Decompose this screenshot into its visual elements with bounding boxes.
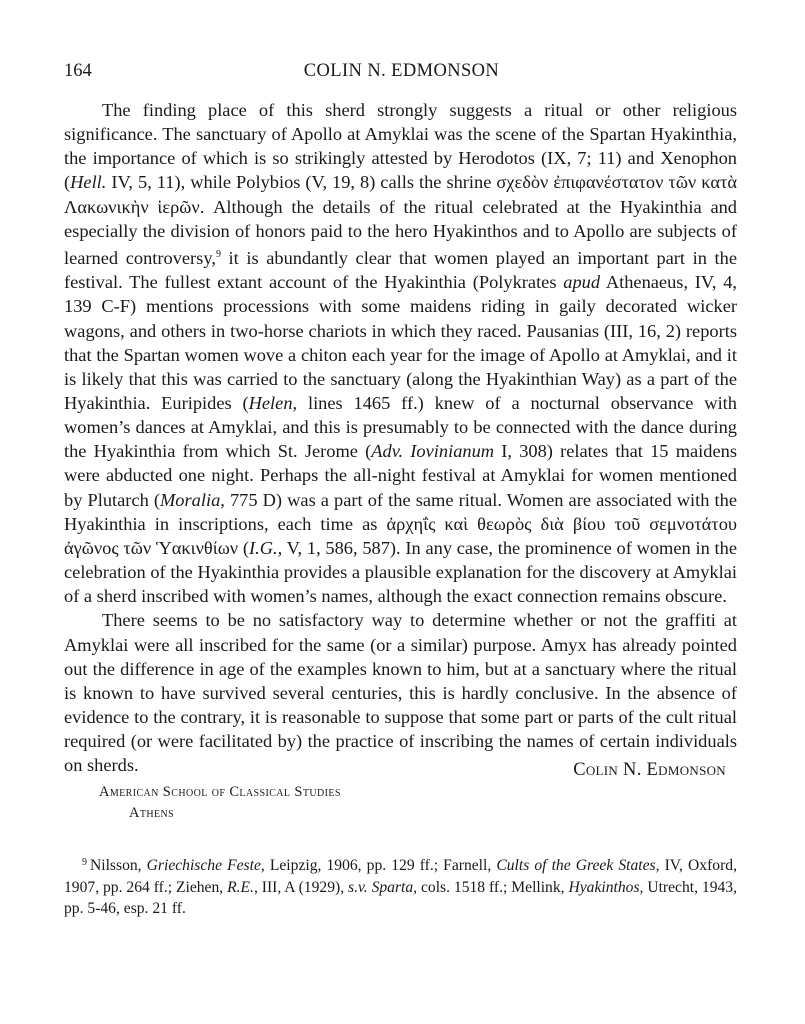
- running-head: COLIN N. EDMONSON: [303, 61, 500, 81]
- page-number: 164: [64, 61, 92, 81]
- article-body: [64, 98, 737, 778]
- author-signature: Colin N. Edmonson: [573, 760, 726, 780]
- greek-inscription: ἀρχηΐς καὶ θεωρὸς διὰ βίου τοῦ σεμνοτάτου ἀγῶνος τῶν Ὑακινθίων: [64, 513, 737, 558]
- footnote-reference: 9: [215, 248, 221, 260]
- greek-quotation: σχεδὸν ἐπιφανέστατον τῶν κατὰ Λακωνικὴν ἱερῶν.: [64, 172, 737, 217]
- footnote: $^9$ Nilsson, Griechische Feste, Leipzig, 1906, pp. 129 ff.; Farnell, Cults of the Greek States, IV, Oxford, 1907, pp. 264 ff.; Ziehen, R.E., III, A (1929), s.v. Sparta, cols. 1518 ff.; Mellink, Hyakinthos, Utrecht, 1943, pp. 5-46, esp. 21 ff.: [64, 857, 738, 917]
- author-affiliation: [99, 782, 341, 824]
- footnote-mark: 9: [82, 857, 87, 868]
- paragraph-1: The finding place of this sherd strongly suggests a ritual or other religious significance. The sanctuary of Apollo at Amyklai was the scene of the Spartan Hyakinthia, the importance of which is so strikingly attested by Herodotos (IX, 7; 11) and Xenophon (Hell. IV, 5, 11), while Polybios (V, 19, 8) calls the shrine σχεδὸν ἐπιφανέστατον τῶν κατὰ Λακωνικὴν ἱερῶν. Although the details of the ritual celebrated at the Hyakinthia and especially the division of honors paid to the hero Hyakinthos and to Apollo are subjects of learned controversy,$^9$ it is abundantly clear that women played an important part in the festival. The fullest extant account of the Hyakinthia (Polykrates apud Athenaeus, IV, 4, 139 C-F) mentions processions with some maidens riding in gaily decorated wicker wagons, and others in two-horse chariots in which they raced. Pausanias (III, 16, 2) reports that the Spartan women wove a chiton each year for the image of Apollo at Amyklai, and it is likely that this was carried to the sanctuary (along the Hyakinthian Way) as a part of the Hyakinthia. Euripides (Helen, lines 1465 ff.) knew of a nocturnal observance with women’s dances at Amyklai, and this is presumably to be connected with the dance during the Hyakinthia from which St. Jerome (Adv. Iovinianum I, 308) relates that 15 maidens were abducted one night. Perhaps the all-night festival at Amyklai for women mentioned by Plutarch (Moralia, 775 D) was a part of the same ritual. Women are associated with the Hyakinthia in inscriptions, each time as ἀρχηΐς καὶ θεωρὸς διὰ βίου τοῦ σεμνοτάτου ἀγῶνος τῶν Ὑακινθίων (I.G., V, 1, 586, 587). In any case, the prominence of women in the celebration of the Hyakinthia provides a plausible explanation for the discovery at Amyklai of a sherd inscribed with women’s names, although the exact connection remains obscure.: [64, 100, 738, 607]
- affiliation-institution: American School of Classical Studies: [99, 784, 341, 800]
- affiliation-city: Athens: [129, 805, 175, 821]
- paragraph-2: There seems to be no satisfactory way to determine whether or not the graffiti at Amyklai were all inscribed for the same (or a similar) purpose. Amyx has already pointed out the difference in age of the examples known to him, but at a sanctuary where the ritual is known to have survived several centuries, this is hardly conclusive. In the absence of evidence to the contrary, it is reasonable to suppose that some part or parts of the cult ritual required (or were facilitated by) the practice of inscribing the names of certain individuals on sherds.: [64, 610, 737, 776]
